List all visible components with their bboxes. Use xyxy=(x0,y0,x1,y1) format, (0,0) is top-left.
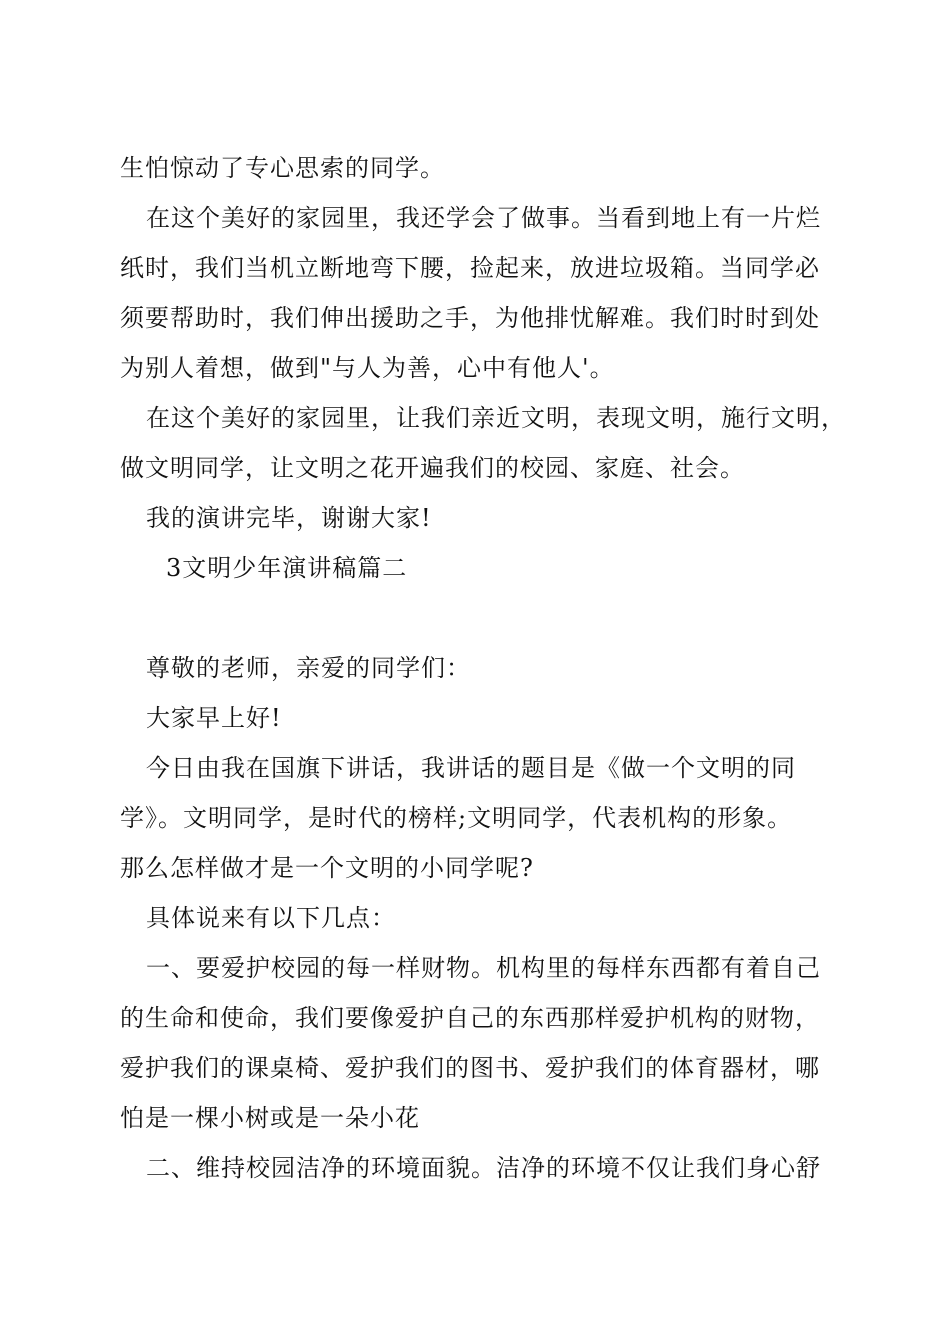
text-line: 的生命和使命，我们要像爱护自己的东西那样爱护机构的财物， xyxy=(120,1004,820,1032)
section-heading: 3文明少年演讲稿篇二 xyxy=(166,554,408,582)
greeting-line: 大家早上好! xyxy=(146,704,282,732)
text-line: 怕是一棵小树或是一朵小花 xyxy=(120,1104,420,1132)
paragraph-start: 在这个美好的家园里，我还学会了做事。当看到地上有一片烂 xyxy=(146,204,821,232)
paragraph-start: 一、要爱护校园的每一样财物。机构里的每样东西都有着自己 xyxy=(146,954,821,982)
text-line: 纸时，我们当机立断地弯下腰，捡起来，放进垃圾箱。当同学必 xyxy=(120,254,820,282)
paragraph-start: 今日由我在国旗下讲话，我讲话的题目是《做一个文明的同 xyxy=(146,754,796,782)
paragraph-start: 在这个美好的家园里，让我们亲近文明，表现文明，施行文明， xyxy=(146,404,846,432)
text-line: 为别人着想，做到"与人为善，心中有他人'。 xyxy=(120,354,615,382)
greeting-line: 尊敬的老师，亲爱的同学们： xyxy=(146,654,471,682)
text-line: 爱护我们的课桌椅、爱护我们的图书、爱护我们的体育器材，哪 xyxy=(120,1054,820,1082)
text-line: 生怕惊动了专心思索的同学。 xyxy=(120,154,445,182)
text-line: 那么怎样做才是一个文明的小同学呢? xyxy=(120,854,534,882)
text-line: 须要帮助时，我们伸出援助之手，为他排忧解难。我们时时到处 xyxy=(120,304,820,332)
paragraph-start: 二、维持校园洁净的环境面貌。洁净的环境不仅让我们身心舒 xyxy=(146,1154,821,1182)
text-line: 学》。文明同学，是时代的榜样;文明同学，代表机构的形象。 xyxy=(120,804,793,832)
paragraph-start: 具体说来有以下几点： xyxy=(146,904,396,932)
text-line: 做文明同学，让文明之花开遍我们的校园、家庭、社会。 xyxy=(120,454,745,482)
paragraph-start: 我的演讲完毕，谢谢大家! xyxy=(146,504,432,532)
